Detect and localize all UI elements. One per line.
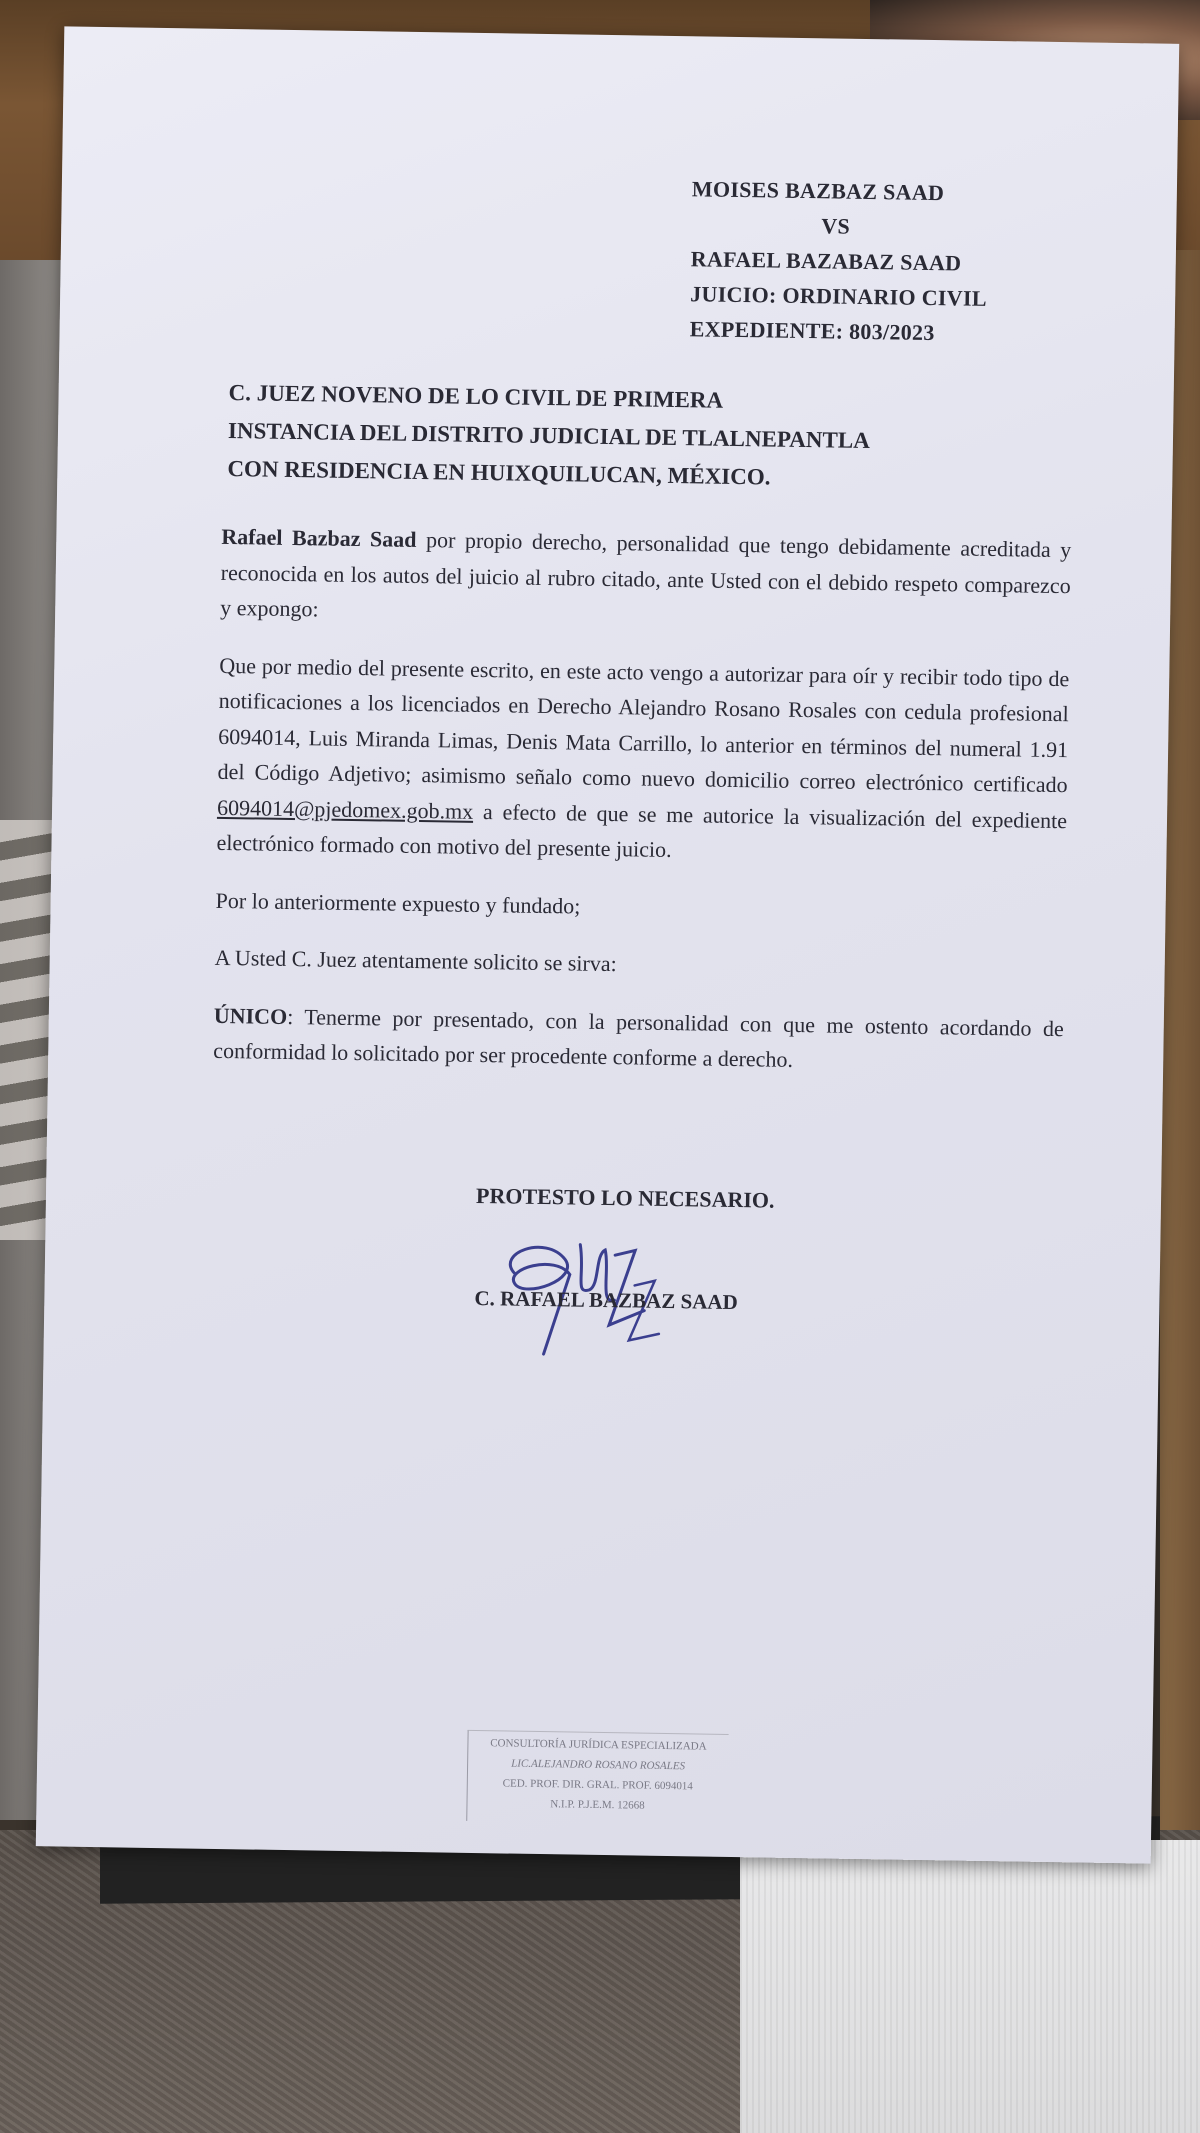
stamp-line-1: CONSULTORÍA JURÍDICA ESPECIALIZADA xyxy=(490,1737,707,1753)
law-office-stamp xyxy=(466,1730,728,1825)
background-towel xyxy=(740,1840,1200,2133)
certified-email: 6094014@pjedomex.gob.mx xyxy=(216,794,474,824)
stamp-line-2: LIC.ALEJANDRO ROSANO ROSALES xyxy=(511,1757,686,1773)
unico-label: ÚNICO xyxy=(213,1002,288,1029)
paragraph-introduction xyxy=(220,519,1072,639)
stamp-line-3: CED. PROF. DIR. GRAL. PROF. 6094014 xyxy=(502,1777,693,1793)
authorization-text-b: a efecto de que se me autorice la visualización del expediente electrónico formado con motivo del presente juicio. xyxy=(216,798,1068,862)
paragraph-grounds: Por lo anteriormente expuesto y fundado; xyxy=(215,887,581,919)
paragraph-request: A Usted C. Juez atentamente solicito se sirva: xyxy=(214,944,617,977)
paragraph-unico xyxy=(213,997,1064,1081)
document-body xyxy=(213,519,1072,1104)
signer-name: C. RAFAEL BAZBAZ SAAD xyxy=(474,1285,738,1315)
petitioner-name: Rafael Bazbaz Saad xyxy=(221,523,417,552)
paragraph-authorization xyxy=(216,647,1069,873)
plaintiff-name: MOISES BAZBAZ SAAD xyxy=(691,176,945,206)
intro-text: por propio derecho, personalidad que tengo debidamente acreditada y reconocida en los autos del juicio al rubro citado, ante Usted con el debido respeto comparezco y expongo: xyxy=(220,526,1072,622)
addressee-line-3: CON RESIDENCIA EN HUIXQUILUCAN, MÉXICO. xyxy=(227,455,771,490)
file-number: EXPEDIENTE: 803/2023 xyxy=(689,316,935,346)
case-caption xyxy=(689,171,1012,351)
legal-document xyxy=(36,26,1179,1863)
addressee-line-2: INSTANCIA DEL DISTRITO JUDICIAL DE TLALNEPANTLA xyxy=(227,417,870,454)
versus-label: VS xyxy=(821,213,851,239)
protest-line: PROTESTO LO NECESARIO. xyxy=(475,1182,775,1213)
authorization-text-a: Que por medio del presente escrito, en este acto vengo a autorizar para oír y recibir todo tipo de notificaciones a los licenciados en Derecho Alejandro Rosano Rosales con cedula profesional 6094014, Luis Miranda Limas, Denis Mata Carrillo, lo anterior en términos del numeral 1.91 del Código Adjetivo; asimismo señalo como nuevo domicilio correo electrónico certificado xyxy=(217,652,1070,798)
stamp-line-4: N.I.P. P.J.E.M. 12668 xyxy=(550,1798,645,1812)
defendant-name: RAFAEL BAZABAZ SAAD xyxy=(690,246,962,276)
addressee-line-1: C. JUEZ NOVENO DE LO CIVIL DE PRIMERA xyxy=(228,379,724,413)
addressee-block xyxy=(227,374,989,500)
unico-text: : Tenerme por presentado, con la personalidad con que me ostento acordando de conformidad lo solicitado por ser procedente conforme a derecho. xyxy=(213,1003,1064,1072)
trial-type: JUICIO: ORDINARIO CIVIL xyxy=(690,281,988,311)
